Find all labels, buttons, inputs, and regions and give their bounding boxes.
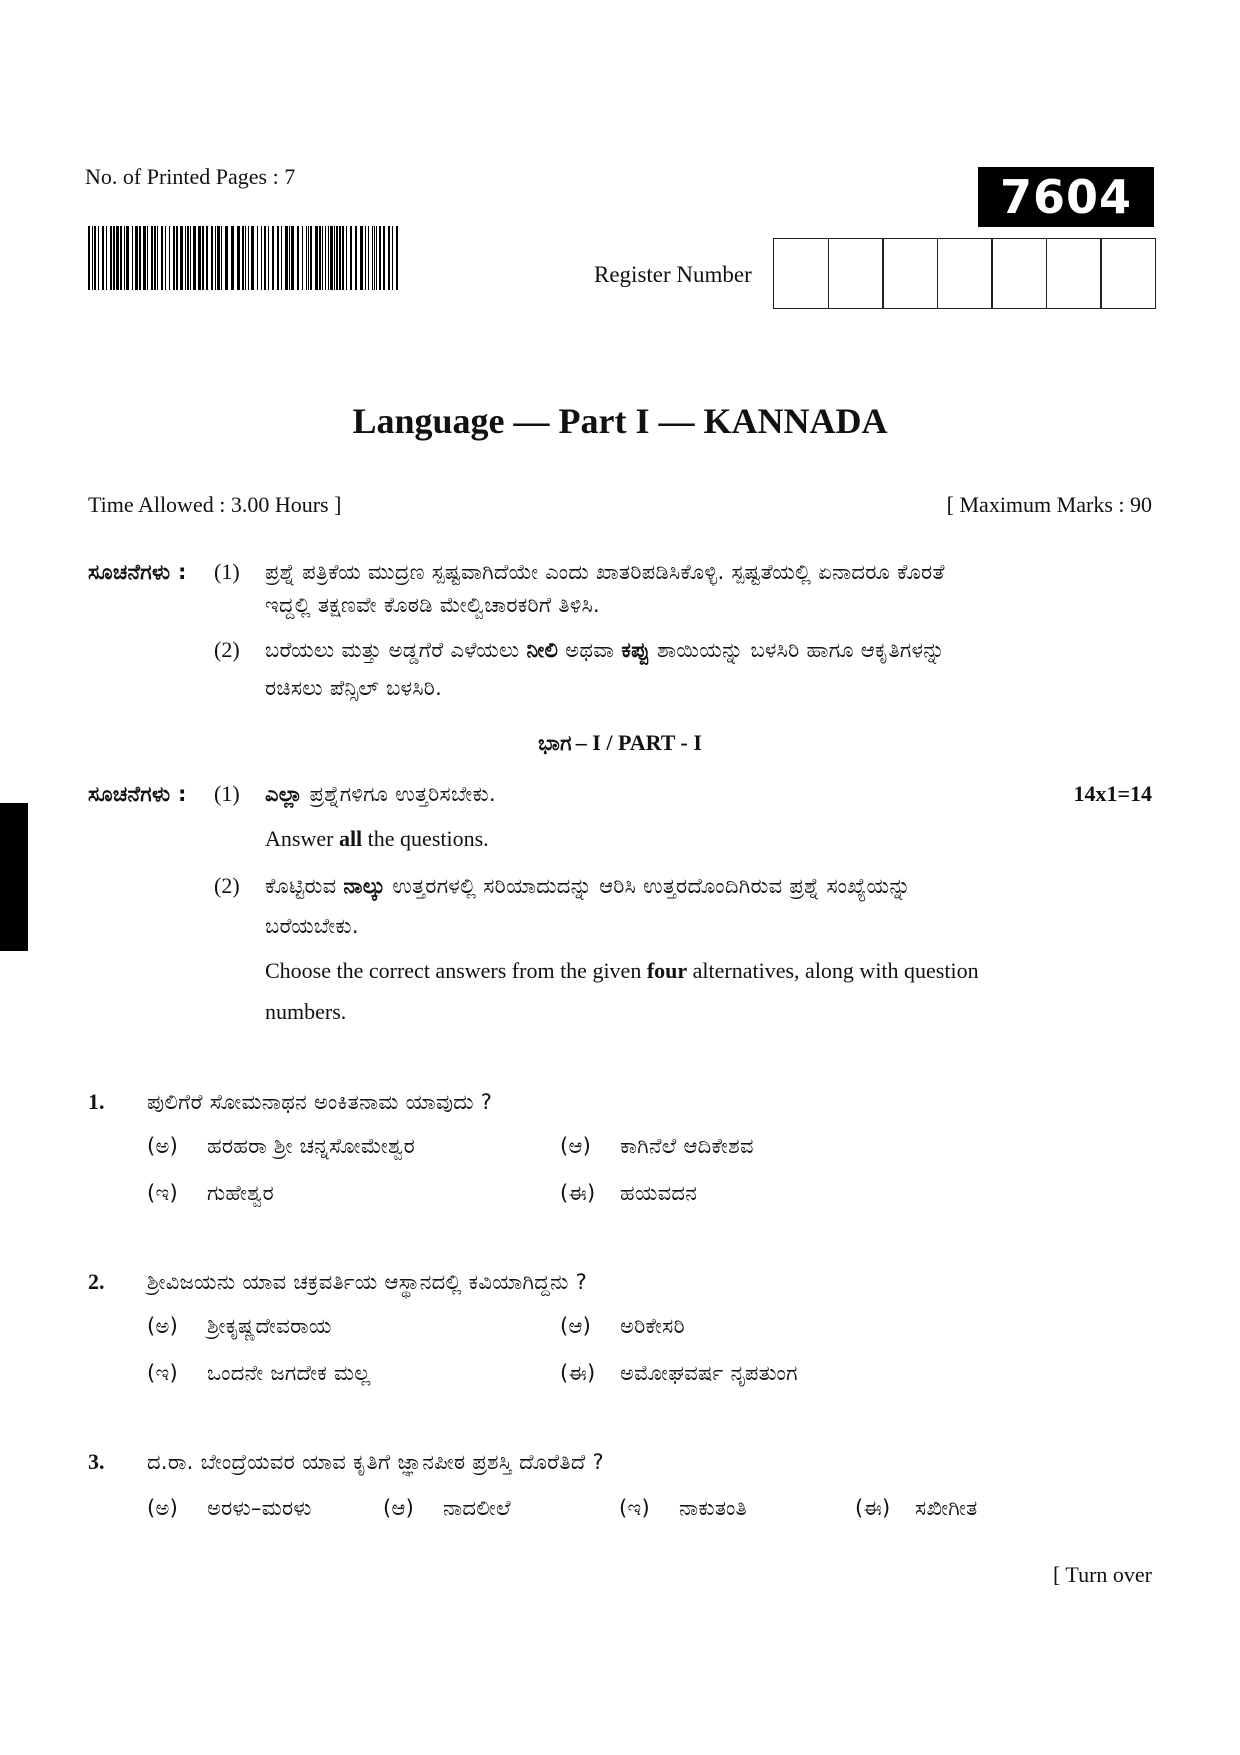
option-a: (ಅ) ಶ್ರೀಕೃಷ್ಣದೇವರಾಯ — [147, 1314, 332, 1338]
barcode-bar — [198, 226, 201, 290]
register-number-cell[interactable] — [1100, 238, 1156, 309]
barcode-bar — [319, 226, 321, 290]
register-number-label: Register Number — [594, 262, 752, 287]
barcode-bar — [211, 226, 213, 290]
barcode-bar — [176, 226, 178, 290]
barcode-bar — [106, 226, 107, 290]
barcode-bar — [245, 226, 246, 290]
barcode-bar — [237, 226, 240, 290]
marks-scheme: 14x1=14 — [1073, 781, 1152, 806]
barcode-bar — [242, 226, 244, 290]
barcode-bar — [285, 226, 288, 290]
barcode-bar — [190, 226, 191, 290]
barcode-bar — [346, 226, 347, 290]
register-number-cell[interactable] — [1046, 238, 1102, 309]
exam-title: Language — Part I — KANNADA — [352, 401, 888, 441]
barcode-bar — [306, 226, 307, 290]
instruction-line: Answer all the questions. — [265, 826, 489, 851]
barcode-bar — [94, 226, 96, 290]
barcode-bar — [225, 226, 228, 290]
barcode-bar — [261, 226, 262, 290]
barcode-bar — [302, 226, 303, 290]
barcode-bar — [368, 226, 369, 290]
paper-code: 7604 — [978, 167, 1154, 227]
barcode-bar — [202, 226, 204, 290]
question-number: 1. — [88, 1089, 105, 1114]
barcode-bar — [330, 226, 333, 290]
barcode-bar — [173, 226, 175, 290]
barcode-bar — [154, 226, 156, 290]
barcode-bar — [360, 226, 363, 290]
barcode-bar — [372, 226, 373, 290]
barcode-bar — [180, 226, 183, 290]
option-c: (ಇ) ಒಂದನೇ ಜಗದೇಕ ಮಲ್ಲ — [147, 1361, 371, 1385]
barcode-bar — [193, 226, 196, 290]
barcode-bar — [116, 226, 119, 290]
barcode-bar — [379, 226, 381, 290]
barcode-bar — [392, 226, 393, 290]
register-number-cell[interactable] — [991, 238, 1047, 309]
barcode-bar — [206, 226, 208, 290]
barcode-bar — [132, 226, 133, 290]
instructions-label: ಸೂಚನೆಗಳು : — [88, 782, 187, 806]
barcode — [88, 226, 400, 290]
barcode-bar — [297, 226, 299, 290]
barcode-bar — [350, 226, 352, 290]
barcode-bar — [264, 226, 266, 290]
barcode-bar — [165, 226, 166, 290]
option-a: (ಅ) ಅರಳು–ಮರಳು — [147, 1496, 312, 1520]
instruction-line: ಇದ್ದಲ್ಲಿ ತಕ್ಷಣವೇ ಕೊಠಡಿ ಮೇಲ್ವಿಚಾರಕರಿಗೆ ತಿಳಿಸಿ. — [265, 593, 601, 617]
instruction-line: Choose the correct answers from the given four alternatives, along with question — [265, 958, 979, 983]
barcode-bar — [147, 226, 148, 290]
option-d: (ಈ) ಸಖೀಗೀತ — [855, 1496, 978, 1520]
question-number: 3. — [88, 1449, 105, 1474]
barcode-bar — [396, 226, 398, 290]
barcode-bar — [374, 226, 375, 290]
instruction-num: (2) — [214, 637, 240, 662]
register-number-cell[interactable] — [882, 238, 938, 309]
question-text: ಪುಲಿಗೆರೆ ಸೋಮನಾಥನ ಅಂಕಿತನಾಮ ಯಾವುದು ? — [147, 1090, 493, 1114]
barcode-bar — [251, 226, 254, 290]
option-c: (ಇ) ಗುಹೇಶ್ವರ — [147, 1181, 275, 1205]
barcode-bar — [102, 226, 104, 290]
barcode-bar — [185, 226, 186, 290]
instruction-line: ಬರೆಯಬೇಕು. — [265, 914, 359, 938]
option-d: (ಈ) ಹಯವದನ — [560, 1181, 698, 1205]
barcode-bar — [157, 226, 158, 290]
option-d: (ಈ) ಅಮೋಘವರ್ಷ ನೃಪತುಂಗ — [560, 1361, 798, 1385]
barcode-bar — [365, 226, 366, 290]
question-text: ಶ್ರೀವಿಜಯನು ಯಾವ ಚಕ್ರವರ್ತಿಯ ಆಸ್ಥಾನದಲ್ಲಿ ಕವಿಯಾಗಿದ್ದನು ? — [147, 1270, 588, 1294]
register-number-cell[interactable] — [773, 238, 829, 309]
barcode-bar — [124, 226, 125, 290]
barcode-bar — [257, 226, 258, 290]
part-heading: ಭಾಗ – I / PART - I — [538, 730, 702, 755]
instruction-num: (1) — [214, 559, 240, 584]
option-b: (ಆ) ನಾದಲೀಲೆ — [383, 1496, 511, 1520]
barcode-bar — [277, 226, 279, 290]
barcode-bar — [289, 226, 290, 290]
barcode-bar — [268, 226, 269, 290]
turn-over: [ Turn over — [1052, 1562, 1152, 1587]
option-c: (ಇ) ನಾಕುತಂತಿ — [619, 1496, 747, 1520]
maximum-marks: [ Maximum Marks : 90 — [946, 492, 1152, 517]
question-text: ದ.ರಾ. ಬೇಂದ್ರೆಯವರ ಯಾವ ಕೃತಿಗೆ ಜ್ಞಾನಪೀಠ ಪ್ರಶಸ್ತಿ ದೊರೆತಿದೆ ? — [147, 1450, 604, 1474]
barcode-bar — [342, 226, 344, 290]
barcode-bar — [281, 226, 282, 290]
register-number-cell[interactable] — [937, 238, 993, 309]
barcode-bar — [221, 226, 222, 290]
instruction-num: (2) — [214, 873, 240, 898]
option-b: (ಆ) ಕಾಗಿನೆಲೆ ಆದಿಕೇಶವ — [560, 1134, 754, 1158]
barcode-bar — [92, 226, 93, 290]
barcode-bar — [388, 226, 390, 290]
printed-pages: No. of Printed Pages : 7 — [85, 164, 296, 189]
register-number-cell[interactable] — [828, 238, 884, 309]
barcode-bar — [113, 226, 115, 290]
instructions-label: ಸೂಚನೆಗಳು : — [88, 560, 187, 584]
barcode-bar — [110, 226, 112, 290]
barcode-bar — [88, 226, 90, 290]
option-b: (ಆ) ಅರಿಕೇಸರಿ — [560, 1314, 686, 1338]
side-margin-bar — [0, 803, 28, 951]
instruction-line: ಎಲ್ಲಾ ಪ್ರಶ್ನೆಗಳಿಗೂ ಉತ್ತರಿಸಬೇಕು. — [265, 782, 496, 806]
barcode-bar — [139, 226, 141, 290]
barcode-bar — [248, 226, 249, 290]
barcode-bar — [151, 226, 153, 290]
question-number: 2. — [88, 1269, 105, 1294]
barcode-bar — [334, 226, 335, 290]
barcode-bar — [215, 226, 216, 290]
barcode-bar — [272, 226, 274, 290]
barcode-bar — [325, 226, 326, 290]
barcode-bar — [126, 226, 129, 290]
barcode-bar — [376, 226, 377, 290]
barcode-bar — [310, 226, 312, 290]
option-a: (ಅ) ಹರಹರಾ ಶ್ರೀ ಚನ್ನಸೋಮೇಶ್ವರ — [147, 1134, 415, 1158]
barcode-bar — [291, 226, 294, 290]
barcode-bar — [143, 226, 146, 290]
barcode-bar — [135, 226, 138, 290]
barcode-bar — [187, 226, 189, 290]
time-allowed: Time Allowed : 3.00 Hours ] — [88, 492, 342, 517]
instruction-num: (1) — [214, 781, 240, 806]
barcode-bar — [231, 226, 234, 290]
barcode-bar — [169, 226, 170, 290]
barcode-bar — [161, 226, 163, 290]
barcode-bar — [120, 226, 122, 290]
barcode-bar — [383, 226, 385, 290]
barcode-bar — [217, 226, 220, 290]
instruction-line: ಪ್ರಶ್ನೆ ಪತ್ರಿಕೆಯ ಮುದ್ರಣ ಸ್ಪಷ್ಟವಾಗಿದೆಯೇ ಎಂದು ಖಾತರಿಪಡಿಸಿಕೊಳ್ಳಿ. ಸ್ಪಷ್ಟತೆಯಲ್ಲಿ ಏನಾದರೂ ಕೊರತೆ — [265, 560, 945, 584]
instruction-line: ರಚಿಸಲು ಪೆನ್ಸಿಲ್ ಬಳಸಿರಿ. — [265, 676, 443, 700]
barcode-bar — [339, 226, 341, 290]
barcode-bar — [308, 226, 309, 290]
instruction-line: numbers. — [265, 999, 347, 1024]
barcode-bar — [328, 226, 329, 290]
barcode-bar — [315, 226, 318, 290]
barcode-bar — [336, 226, 338, 290]
instruction-line: ಬರೆಯಲು ಮತ್ತು ಅಡ್ಡಗೆರೆ ಎಳೆಯಲು ನೀಲಿ ಅಥವಾ ಕಪ್ಪು ಶಾಯಿಯನ್ನು ಬಳಸಿರಿ ಹಾಗೂ ಆಕೃತಿಗಳನ್ನು — [265, 638, 945, 662]
barcode-bar — [98, 226, 99, 290]
barcode-bar — [355, 226, 357, 290]
barcode-bar — [322, 226, 323, 290]
instruction-line: ಕೊಟ್ಟಿರುವ ನಾಲ್ಕು ಉತ್ತರಗಳಲ್ಲಿ ಸರಿಯಾದುದನ್ನು ಆರಿಸಿ ಉತ್ತರದೊಂದಿಗಿರುವ ಪ್ರಶ್ನೆ ಸಂಖ್ಯೆಯನ್ನು — [265, 874, 911, 898]
register-number-boxes[interactable] — [773, 238, 1156, 309]
